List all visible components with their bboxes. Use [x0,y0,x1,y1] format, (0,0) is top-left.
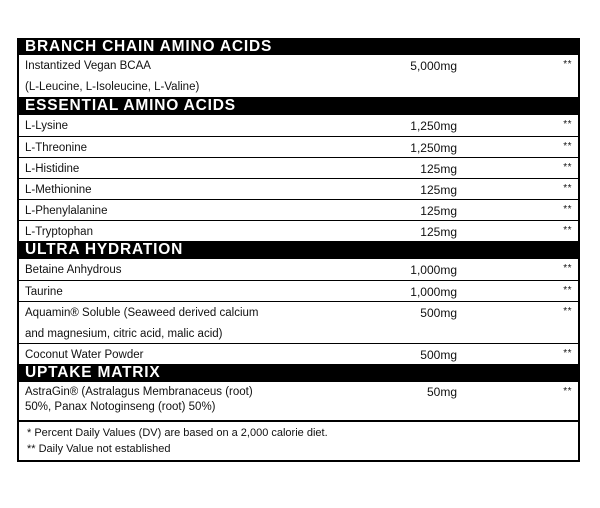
ingredient-daily-value: ** [563,348,572,359]
ingredient-row-l-lysine [19,115,578,136]
ingredient-daily-value: ** [563,386,572,397]
ingredient-row-l-phenylalanine [19,199,578,220]
footnote-daily-value-not-established: ** Daily Value not established [27,443,171,455]
ingredient-name: L-Methionine [25,184,92,196]
ingredient-row-l-histidine [19,157,578,178]
ingredient-name: Betaine Anhydrous [25,264,122,276]
supplement-facts-panel [17,38,580,462]
section-header-ultra-hydration: ULTRA HYDRATION [19,241,578,259]
ingredient-name: AstraGin® (Astralagus Membranaceus (root) [25,386,253,398]
ingredient-amount: 1,000mg [410,263,457,277]
ingredient-daily-value: ** [563,141,572,152]
ingredient-name-detail: (L-Leucine, L-Isoleucine, L-Valine) [25,81,200,93]
ingredient-row-aquamin-soluble [19,301,578,343]
ingredient-amount: 1,250mg [410,141,457,155]
ingredient-daily-value: ** [563,225,572,236]
ingredient-amount: 125mg [420,204,457,218]
ingredient-amount: 50mg [426,385,457,399]
ingredient-row-l-tryptophan [19,220,578,241]
ingredient-row-l-methionine [19,178,578,199]
ingredient-amount: 5,000mg [410,59,457,73]
ingredient-daily-value: ** [563,119,572,130]
ingredient-daily-value: ** [563,263,572,274]
ingredient-daily-value: ** [563,306,572,317]
ingredient-amount: 125mg [420,225,457,239]
ingredient-name: Aquamin® Soluble (Seaweed derived calcium [25,307,259,319]
ingredient-row-coconut-water-powder [19,343,578,364]
ingredient-name: Taurine [25,286,63,298]
ingredient-name: Instantized Vegan BCAA [25,60,151,72]
footnote-divider [19,420,578,422]
ingredient-amount: 125mg [420,162,457,176]
ingredient-name: L-Tryptophan [25,226,93,238]
ingredient-amount: 125mg [420,183,457,197]
ingredient-name: L-Histidine [25,163,80,175]
ingredient-daily-value: ** [563,285,572,296]
ingredient-row-instantized-vegan-bcaa [19,55,578,97]
section-header-branch-chain-amino-acids: BRANCH CHAIN AMINO ACIDS [19,38,578,55]
ingredient-name-detail: 50%, Panax Notoginseng (root) 50%) [25,401,216,413]
ingredient-amount: 500mg [420,348,457,362]
ingredient-row-taurine [19,280,578,301]
ingredient-row-astragin [19,382,578,420]
footnote-percent-daily-values: * Percent Daily Values (DV) are based on a 2,000 calorie diet. [27,427,328,439]
ingredient-row-betaine-anhydrous [19,259,578,280]
ingredient-name: L-Threonine [25,142,88,154]
ingredient-name: L-Lysine [25,120,69,132]
ingredient-name-detail: and magnesium, citric acid, malic acid) [25,328,223,340]
ingredient-amount: 500mg [420,306,457,320]
ingredient-name: L-Phenylalanine [25,205,108,217]
ingredient-daily-value: ** [563,204,572,215]
ingredient-daily-value: ** [563,183,572,194]
ingredient-name: Coconut Water Powder [25,349,144,361]
ingredient-row-l-threonine [19,136,578,157]
ingredient-daily-value: ** [563,162,572,173]
ingredient-daily-value: ** [563,59,572,70]
ingredient-amount: 1,000mg [410,285,457,299]
section-header-uptake-matrix: UPTAKE MATRIX [19,364,578,382]
section-header-essential-amino-acids: ESSENTIAL AMINO ACIDS [19,97,578,115]
ingredient-amount: 1,250mg [410,119,457,133]
